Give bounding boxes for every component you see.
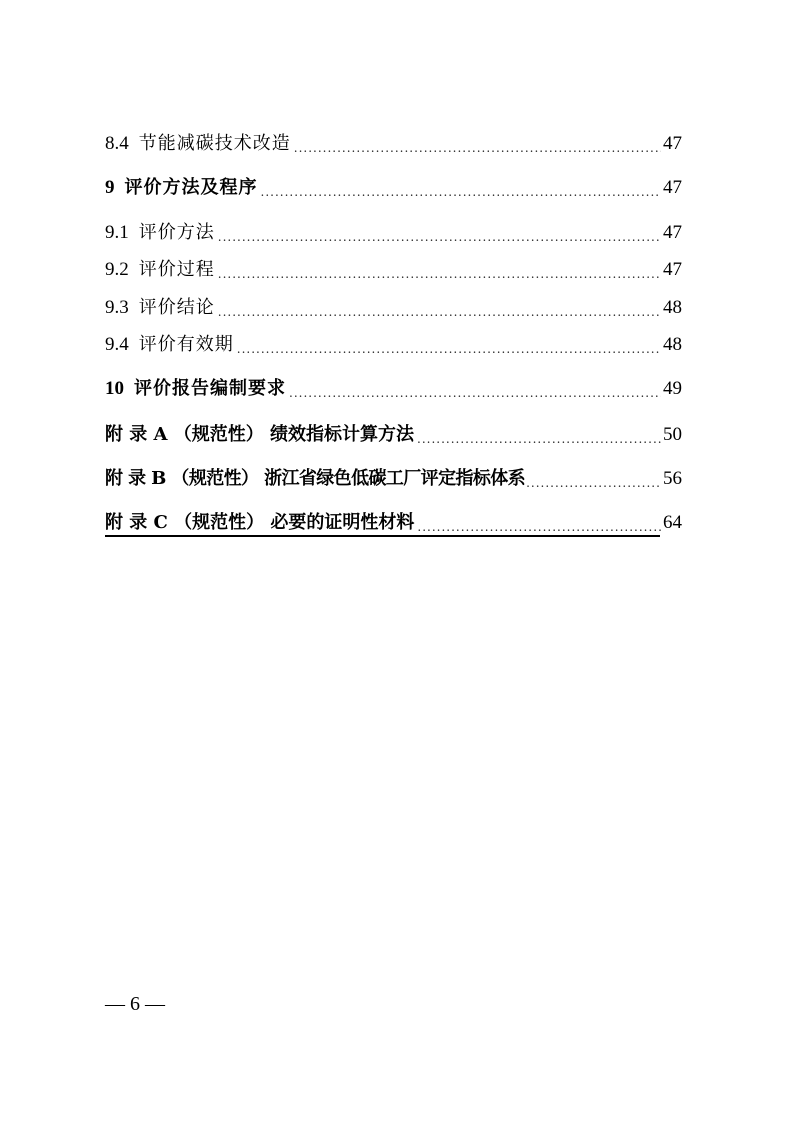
toc-entry-page: 49 [663,378,682,399]
toc-entry-page: 56 [663,468,682,489]
toc-entry-page: 48 [663,297,682,318]
toc-leader-dots [289,375,661,403]
toc-entry-9-2[interactable] [105,256,682,284]
toc-entry-10[interactable] [105,375,682,403]
toc-entry-appendix-b[interactable] [105,465,682,493]
toc-entry-title: 评价方法及程序 [124,177,258,198]
toc-leader-dots [417,509,661,537]
toc-entry-title: 评价有效期 [138,334,234,355]
toc-entry-title: 评价方法 [138,222,215,243]
toc-entry-number: 9 [105,177,115,198]
toc-entry-page: 47 [663,222,682,243]
page-number-footer: — 6 — [105,993,165,1015]
toc-leader-dots [261,174,662,202]
toc-entry-page: 50 [663,424,682,445]
toc-entry-9-1[interactable] [105,219,682,247]
toc-entry-9[interactable] [105,174,682,202]
toc-entry-appendix-a[interactable] [105,421,682,449]
toc-leader-dots [218,219,661,247]
toc-entry-title: 附 录 A （规范性） 绩效指标计算方法 [105,424,415,445]
toc-leader-dots [526,465,661,493]
toc-entry-number: 9.2 [105,259,129,280]
toc-entry-number: 9.4 [105,334,129,355]
appendix-c-underline [105,535,660,537]
toc-leader-dots [218,294,661,322]
toc-entry-9-3[interactable] [105,294,682,322]
toc-entry-title: 节能减碳技术改造 [138,133,291,154]
toc-leader-dots [294,130,661,158]
toc-entry-number: 9.3 [105,297,129,318]
toc-entry-page: 47 [663,133,682,154]
toc-entry-title: 附 录 B （规范性） 浙江省绿色低碳工厂评定指标体系 [105,468,526,489]
toc-entry-title: 评价过程 [138,259,215,280]
toc-leader-dots [218,256,661,284]
toc-entry-page: 47 [663,177,682,198]
toc-entry-page: 64 [663,512,682,533]
toc-entry-8-4[interactable] [105,130,682,158]
toc-entry-page: 47 [663,259,682,280]
toc-entry-number: 8.4 [105,133,129,154]
toc-entry-appendix-c[interactable] [105,509,682,537]
toc-leader-dots [417,421,661,449]
toc-entry-number: 10 [105,378,124,399]
toc-leader-dots [237,331,661,359]
toc-entry-title: 附 录 C （规范性） 必要的证明性材料 [105,512,415,533]
toc-entry-9-4[interactable] [105,331,682,359]
toc-entry-page: 48 [663,334,682,355]
toc-entry-number: 9.1 [105,222,129,243]
toc-entry-title: 评价结论 [138,297,215,318]
toc-entry-title: 评价报告编制要求 [134,378,286,399]
